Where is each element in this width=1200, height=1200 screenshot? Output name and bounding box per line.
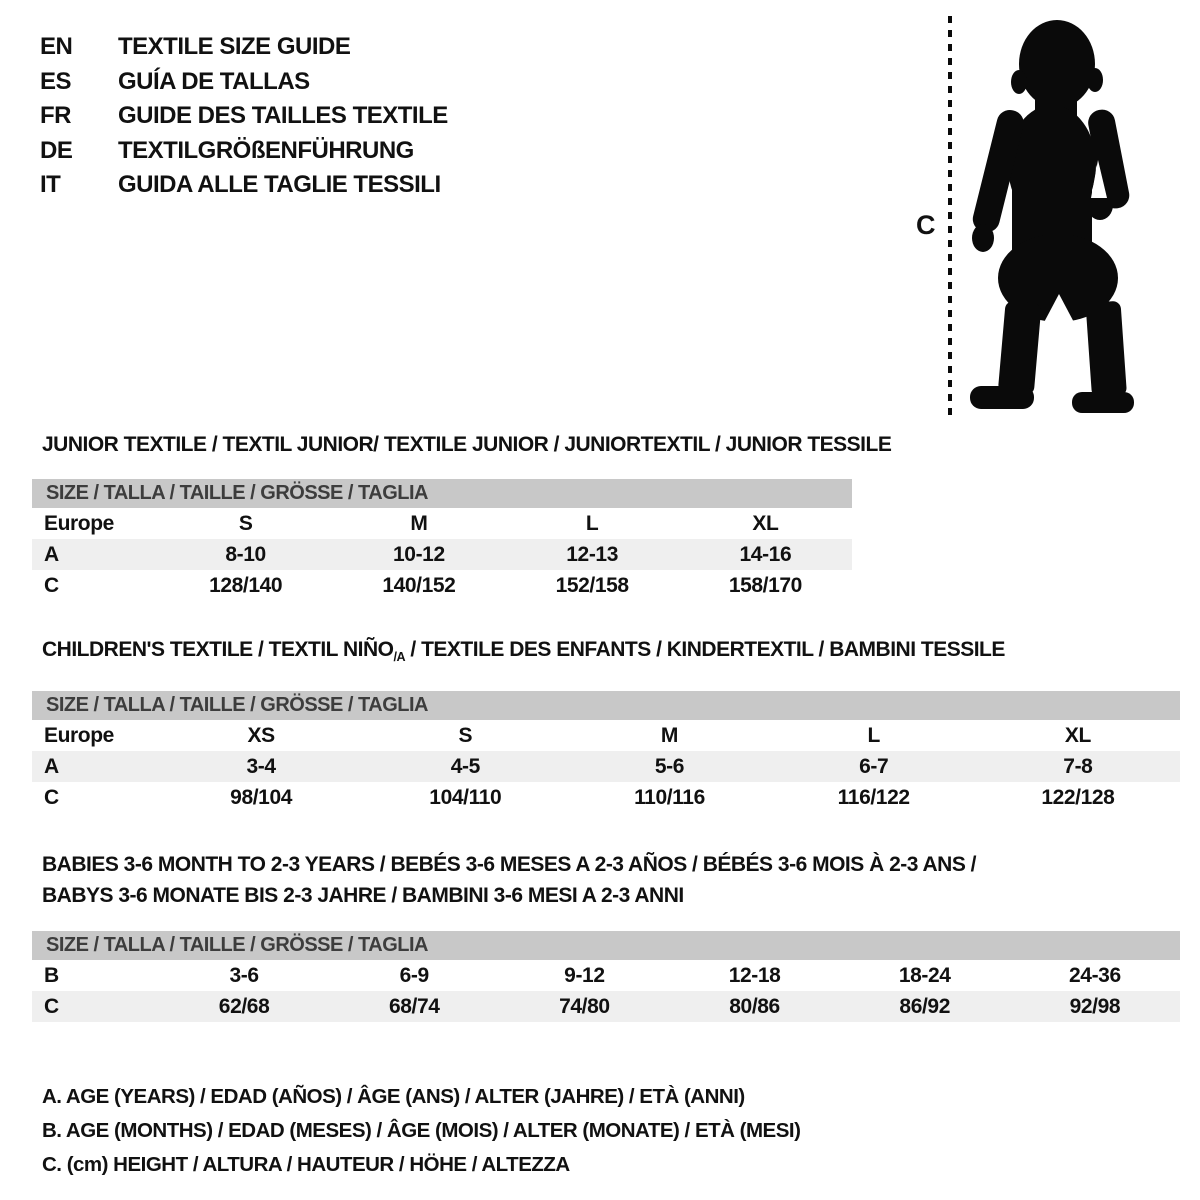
row-label: Europe xyxy=(44,723,114,747)
legend-line: A. AGE (YEARS) / EDAD (AÑOS) / ÂGE (ANS) / ALTER (JAHRE) / ETÀ (ANNI) xyxy=(42,1085,745,1109)
language-label: TEXTILE SIZE GUIDE xyxy=(118,33,351,60)
legend-line: B. AGE (MONTHS) / EDAD (MESES) / ÂGE (MOIS) / ALTER (MONATE) / ETÀ (MESI) xyxy=(42,1119,801,1143)
table-row xyxy=(32,991,1180,1022)
size-cell: 110/116 xyxy=(634,785,705,809)
size-sections xyxy=(32,432,1180,1022)
language-code: IT xyxy=(40,171,61,198)
size-cell: 4-5 xyxy=(450,754,480,778)
language-code: EN xyxy=(40,33,73,60)
size-cell: 12-18 xyxy=(728,963,781,987)
size-cell: 158/170 xyxy=(728,573,802,597)
size-header-bar: SIZE / TALLA / TAILLE / GRÖSSE / TAGLIA xyxy=(32,691,1180,720)
table-row xyxy=(32,720,1180,751)
height-measure-label: C xyxy=(916,210,936,240)
table-row xyxy=(32,782,1180,813)
babies-title xyxy=(42,849,1180,911)
title-segment: / TEXTILE DES ENFANTS / KINDERTEXTIL / BAMBINI TESSILE xyxy=(405,638,1005,661)
table-row xyxy=(32,960,1180,991)
size-table xyxy=(32,508,852,601)
size-cell: 14-16 xyxy=(739,542,792,566)
size-cell: S xyxy=(458,723,473,747)
size-table xyxy=(32,960,1180,1022)
size-cell: XL xyxy=(1064,723,1091,747)
language-label: GUIDE DES TAILLES TEXTILE xyxy=(118,102,448,129)
title-segment: BABIES 3-6 MONTH TO 2-3 YEARS / BEBÉS 3-6 MESES A 2-3 AÑOS / BÉBÉS 3-6 MOIS À 2-3 ANS / xyxy=(42,853,977,877)
size-cell: 140/152 xyxy=(382,573,456,597)
title-segment: JUNIOR TEXTILE / TEXTIL JUNIOR/ TEXTILE JUNIOR / JUNIORTEXTIL / JUNIOR TESSILE xyxy=(42,433,892,456)
row-label: A xyxy=(44,542,59,566)
language-row xyxy=(40,134,448,169)
size-cell: 92/98 xyxy=(1069,994,1121,1018)
size-cell: 8-10 xyxy=(225,542,266,566)
size-table xyxy=(32,720,1180,813)
title-segment: CHILDREN'S TEXTILE / TEXTIL NIÑO xyxy=(42,638,394,661)
title-line xyxy=(42,880,1180,911)
size-cell: 98/104 xyxy=(230,785,293,809)
size-cell: S xyxy=(238,511,253,535)
size-cell: L xyxy=(867,723,880,747)
childrens-textile-title xyxy=(42,637,1180,670)
toddler-silhouette-icon xyxy=(900,10,1160,430)
size-cell: 6-9 xyxy=(399,963,429,987)
title-segment: BABYS 3-6 MONATE BIS 2-3 JAHRE / BAMBINI 3-6 MESI A 2-3 ANNI xyxy=(42,884,684,908)
language-row xyxy=(40,30,448,65)
size-cell: 68/74 xyxy=(388,994,440,1018)
size-cell: 7-8 xyxy=(1063,754,1093,778)
size-header-bar: SIZE / TALLA / TAILLE / GRÖSSE / TAGLIA xyxy=(32,931,1180,960)
size-cell: 104/110 xyxy=(429,785,502,809)
language-code: FR xyxy=(40,102,71,129)
size-cell: 12-13 xyxy=(566,542,618,566)
title-segment: /A xyxy=(393,650,406,665)
size-cell: XS xyxy=(247,723,275,747)
table-row xyxy=(32,508,852,539)
size-cell: 62/68 xyxy=(218,994,270,1018)
legend xyxy=(42,1080,1180,1182)
size-cell: 10-12 xyxy=(393,542,445,566)
size-cell: XL xyxy=(752,511,779,535)
table-row xyxy=(32,570,852,601)
size-cell: 74/80 xyxy=(559,994,610,1018)
size-cell: 122/128 xyxy=(1041,785,1115,809)
size-header-bar: SIZE / TALLA / TAILLE / GRÖSSE / TAGLIA xyxy=(32,479,852,508)
size-cell: 86/92 xyxy=(899,994,950,1018)
title-line xyxy=(42,432,892,458)
size-cell: 9-12 xyxy=(564,963,605,987)
language-label: TEXTILGRÖßENFÜHRUNG xyxy=(118,136,414,164)
size-cell: 5-6 xyxy=(654,754,685,778)
language-label: GUIDA ALLE TAGLIE TESSILI xyxy=(118,171,441,198)
language-label: GUÍA DE TALLAS xyxy=(118,67,310,95)
title-line xyxy=(42,637,1180,670)
table-row xyxy=(32,751,1180,782)
row-label: C xyxy=(44,994,59,1018)
size-cell: 128/140 xyxy=(209,573,283,597)
language-row xyxy=(40,168,448,203)
childrens-textile xyxy=(32,637,1180,813)
row-label: C xyxy=(44,785,59,809)
size-cell: 3-6 xyxy=(229,963,259,987)
junior-textile xyxy=(32,432,892,601)
size-cell: L xyxy=(585,511,599,535)
legend-line: C. (cm) HEIGHT / ALTURA / HAUTEUR / HÖHE / ALTEZZA xyxy=(42,1153,570,1177)
height-figure xyxy=(900,10,1160,430)
size-cell: 116/122 xyxy=(837,785,910,809)
row-label: C xyxy=(44,573,59,597)
row-label: B xyxy=(44,963,59,987)
table-row xyxy=(32,539,852,570)
language-row xyxy=(40,99,448,134)
language-code: DE xyxy=(40,136,73,164)
junior-textile-title xyxy=(42,432,892,458)
babies xyxy=(32,849,1180,1022)
language-list xyxy=(40,30,448,203)
size-cell: 152/158 xyxy=(555,573,629,597)
title-line xyxy=(42,849,1180,880)
size-cell: 6-7 xyxy=(859,754,889,778)
language-row xyxy=(40,65,448,100)
row-label: Europe xyxy=(44,511,114,535)
content-column xyxy=(32,432,1180,1182)
size-cell: 80/86 xyxy=(729,994,780,1018)
language-code: ES xyxy=(40,67,72,95)
size-cell: 3-4 xyxy=(246,754,276,778)
size-cell: M xyxy=(660,723,679,747)
row-label: A xyxy=(44,754,59,778)
size-cell: 18-24 xyxy=(898,963,951,987)
size-cell: 24-36 xyxy=(1069,963,1121,987)
size-cell: M xyxy=(410,511,428,535)
